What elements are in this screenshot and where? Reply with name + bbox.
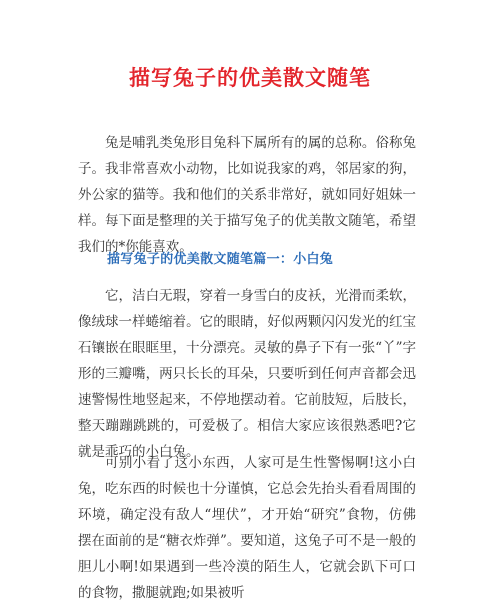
article-title: 描写兔子的优美散文随笔	[129, 66, 371, 90]
body-paragraph-1: 它，洁白无瑕，穿着一身雪白的皮袄，光滑而柔软，像绒球一样蜷缩着。它的眼睛，好似两颗闪闪发光的红宝石镶嵌在眼眶里，十分漂亮。灵敏的鼻子下有一张“丫”字形的三瓣嘴，两只长长的耳朵，只要听到任何声音都会迅速警惕性地竖起来，不停地摆动着。它前肢短，后肢长，整天蹦蹦跳跳的，可爱极了。相信大家应该很熟悉吧?它就是乖巧的小白兔。	[78, 288, 416, 460]
intro-paragraph: 兔是哺乳类兔形目兔科下属所有的属的总称。俗称兔子。我非常喜欢小动物，比如说我家的鸡，邻居家的狗，外公家的猫等。我和他们的关系非常好，就如同好姐妹一样。每下面是整理的关于描写兔子的优美散文随笔，希望我们的*你能喜欢。	[78, 135, 416, 255]
section-heading: 描写兔子的优美散文随笔篇一：小白兔	[107, 252, 334, 267]
body-paragraph-2: 可别小看了这小东西，人家可是生性警惕啊!这小白兔，吃东西的时候也十分谨慎，它总会先抬头看看周围的环境，确定没有敌人“埋伏”，才开始“研究”食物，仿佛摆在面前的是“糖衣炸弹”。要知道，这兔子可不是一般的胆儿小啊!如果遇到一些冷漠的陌生人，它就会趴下可口的食物，撒腿就跑;如果被听	[78, 455, 416, 601]
